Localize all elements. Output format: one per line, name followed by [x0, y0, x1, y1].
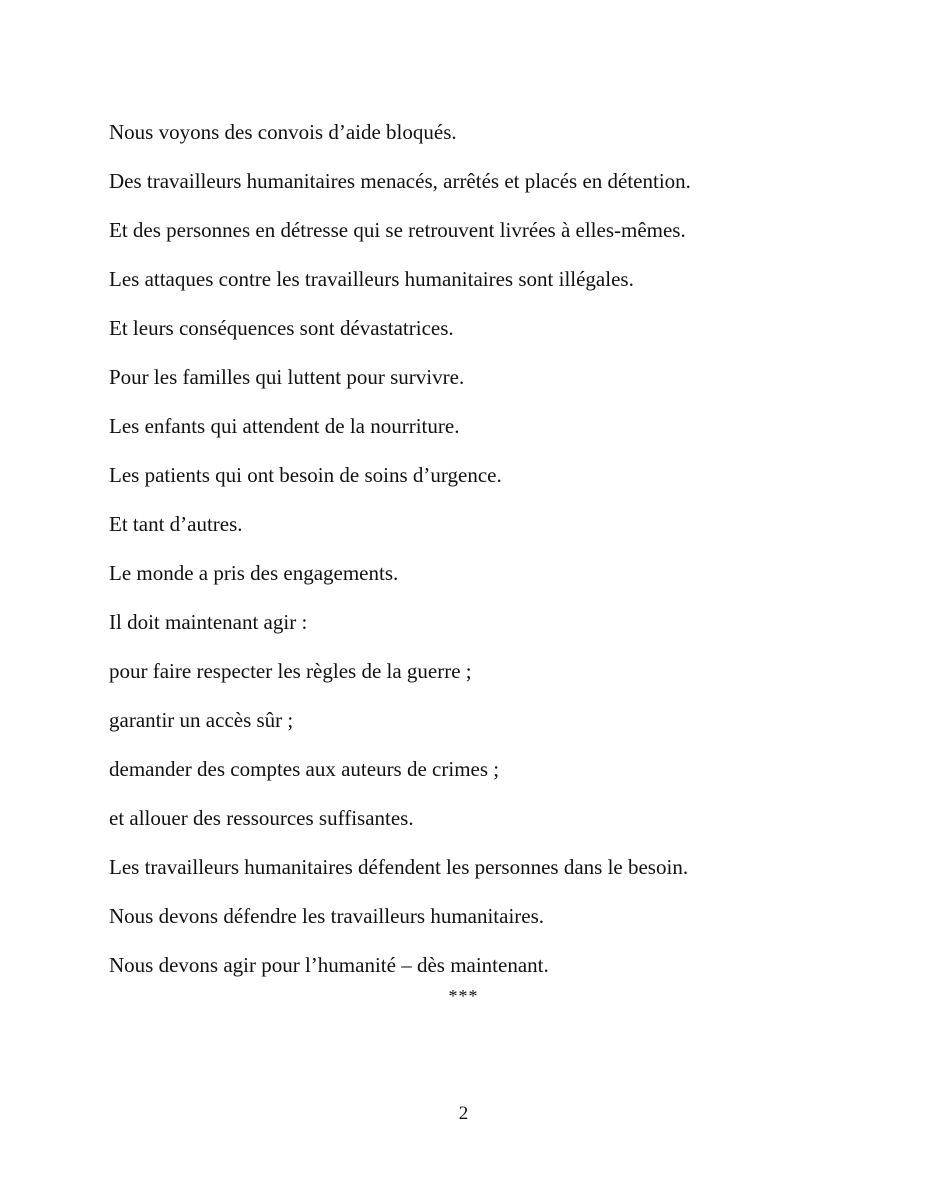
text-line: Nous devons agir pour l’humanité – dès maintenant. — [109, 953, 549, 977]
section-separator: *** — [448, 986, 479, 1006]
text-line: Les attaques contre les travailleurs humanitaires sont illégales. — [109, 267, 634, 291]
text-line: Les patients qui ont besoin de soins d’urgence. — [109, 463, 502, 487]
text-line: Les enfants qui attendent de la nourriture. — [109, 414, 460, 438]
text-line: Et des personnes en détresse qui se retrouvent livrées à elles-mêmes. — [109, 218, 686, 242]
text-line: Pour les familles qui luttent pour survivre. — [109, 365, 465, 389]
body-text — [109, 108, 869, 990]
text-line: Et tant d’autres. — [109, 512, 243, 536]
text-line: garantir un accès sûr ; — [109, 708, 294, 732]
text-line: pour faire respecter les règles de la guerre ; — [109, 659, 472, 683]
text-line: Le monde a pris des engagements. — [109, 561, 399, 585]
text-line: Nous devons défendre les travailleurs humanitaires. — [109, 904, 545, 928]
text-line: Des travailleurs humanitaires menacés, arrêtés et placés en détention. — [109, 169, 691, 193]
text-line: Et leurs conséquences sont dévastatrices. — [109, 316, 454, 340]
text-line: Il doit maintenant agir : — [109, 610, 308, 634]
page-number: 2 — [458, 1103, 469, 1124]
text-line: Les travailleurs humanitaires défendent les personnes dans le besoin. — [109, 855, 689, 879]
text-line: Nous voyons des convois d’aide bloqués. — [109, 120, 457, 144]
text-line: demander des comptes aux auteurs de crimes ; — [109, 757, 500, 781]
text-line: et allouer des ressources suffisantes. — [109, 806, 414, 830]
